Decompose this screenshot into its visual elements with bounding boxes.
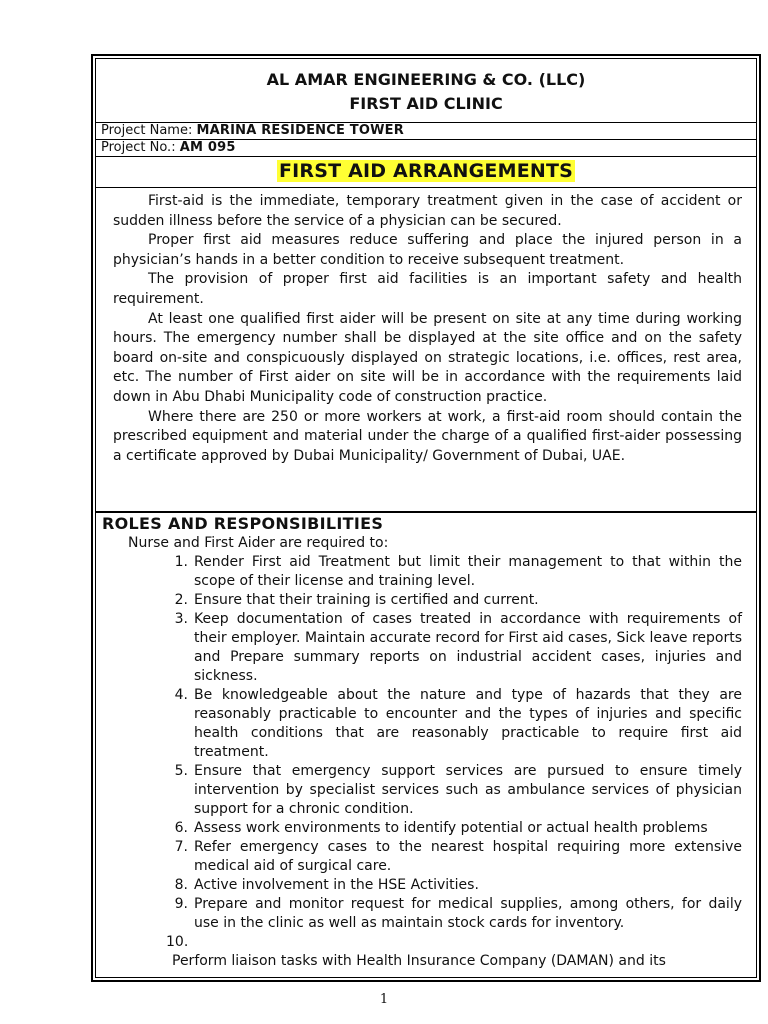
roles-title: ROLES AND RESPONSIBILITIES [102,514,384,533]
list-item-number: 1. [174,554,188,570]
list-item [102,610,742,686]
list-item-number: 8. [174,877,188,893]
list-item-text: Active involvement in the HSE Activities. [194,877,479,893]
project-name-row [96,123,756,140]
company-name: AL AMAR ENGINEERING & CO. (LLC) [266,70,586,89]
project-name-label: Project Name: [101,123,193,138]
list-item-number: 3. [174,611,188,627]
page-number: 1 [379,992,389,1007]
list-item-text: Keep documentation of cases treated in accordance with requirements of their employer. Maintain accurate record for First aid cases, Sick leave reports and Prepare summary reports on industrial accident cases, injuries and sickness. [194,611,742,684]
list-item-number: 9. [174,896,188,912]
clinic-title: FIRST AID CLINIC [349,94,503,113]
list-item-text: Ensure that their training is certified and current. [194,592,539,608]
list-item [102,686,742,762]
list-item [102,838,742,876]
list-item-text: Prepare and monitor request for medical supplies, among others, for daily use in the clinic as well as maintain stock cards for inventory. [194,896,742,931]
list-item-number: 6. [174,820,188,836]
list-item-continuation: Perform liaison tasks with Health Insurance Company (DAMAN) and its [172,953,666,969]
list-item [102,553,742,591]
list-item [102,819,742,838]
section-title: FIRST AID ARRANGEMENTS [278,160,574,182]
list-item [102,933,742,952]
list-item-text: Refer emergency cases to the nearest hospital requiring more extensive medical aid of surgical care. [194,839,742,874]
roles-intro: Nurse and First Aider are required to: [128,535,389,551]
list-item-number: 2. [174,592,188,608]
project-name-value: MARINA RESIDENCE TOWER [196,123,404,138]
list-item-number: 7. [174,839,188,855]
list-item-text: Ensure that emergency support services are pursued to ensure timely intervention by specialist services such as ambulance services of physician support for a chronic condition. [194,763,742,817]
list-item-text [194,933,742,952]
list-item [102,876,742,895]
list-item [102,762,742,819]
document-inner-frame [95,58,757,978]
project-number-row [96,140,756,157]
document-frame [91,54,761,982]
list-item-number: 5. [174,763,188,779]
list-item [102,895,742,933]
list-item [102,591,742,610]
list-item-number: 4. [174,687,188,703]
list-item-text: Render First aid Treatment but limit their management to that within the scope of their license and training level. [194,554,742,589]
arrangements-text [96,188,756,513]
roles-section [96,513,756,971]
paragraph: Where there are 250 or more workers at work, a first-aid room should contain the prescribed equipment and material under the charge of a qualified first-aider possessing a certificate approved by Dubai Municipality/ Government of Dubai, UAE. [113,408,742,464]
list-item-number: 10. [166,934,189,950]
paragraph: Proper first aid measures reduce suffering and place the injured person in a physician’s hands in a better condition to receive subsequent treatment. [113,232,742,268]
project-number-value: AM 095 [179,140,236,155]
project-number-label: Project No.: [101,140,176,155]
list-item-text: Assess work environments to identify potential or actual health problems [194,820,708,836]
paragraph: At least one qualified first aider will be present on site at any time during working hours. The emergency number shall be displayed at the site office and on the safety board on-site and conspicuously displayed on strategic locations, i.e. offices, rest area, etc. The number of First aider on site will be in accordance with the requirements laid down in Abu Dhabi Municipality code of construction practice. [113,310,742,405]
section-title-row [96,157,756,188]
document-header [96,59,756,123]
list-item-text: Be knowledgeable about the nature and type of hazards that they are reasonably practicable to encounter and the types of injuries and specific health conditions that are reasonably practicable to require first aid treatment. [194,687,742,760]
paragraph: The provision of proper first aid facilities is an important safety and health requirement. [113,271,742,307]
paragraph: First-aid is the immediate, temporary treatment given in the case of accident or sudden illness before the service of a physician can be secured. [113,193,742,229]
roles-list [102,553,742,952]
